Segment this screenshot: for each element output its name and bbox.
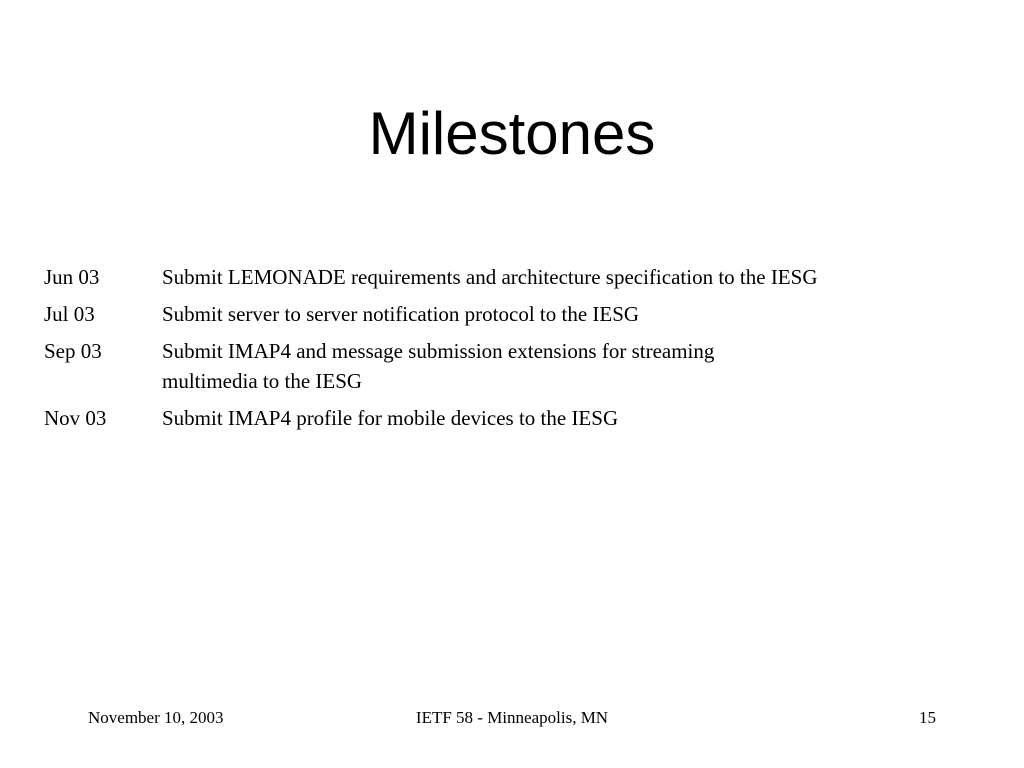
footer-event: IETF 58 - Minneapolis, MN [415, 708, 609, 727]
milestone-date: Sep 03 [44, 339, 102, 363]
milestone-text: Submit IMAP4 and message submission extensions for streaming multimedia to the IESG [162, 339, 715, 393]
milestone-item [44, 336, 994, 396]
page-number: 15 [919, 708, 936, 727]
milestone-text: Submit LEMONADE requirements and architecture specification to the IESG [162, 265, 818, 289]
slide-title: Milestones [368, 100, 656, 167]
milestone-date: Jul 03 [44, 302, 95, 326]
milestone-date: Nov 03 [44, 406, 107, 430]
milestone-text: Submit IMAP4 profile for mobile devices to the IESG [162, 406, 619, 430]
milestone-item [44, 403, 994, 433]
milestone-item [44, 299, 994, 329]
milestone-text: Submit server to server notification protocol to the IESG [162, 302, 640, 326]
footer-date: November 10, 2003 [88, 708, 224, 727]
milestone-item [44, 262, 994, 292]
milestone-date: Jun 03 [44, 265, 100, 289]
milestone-list [44, 262, 994, 440]
